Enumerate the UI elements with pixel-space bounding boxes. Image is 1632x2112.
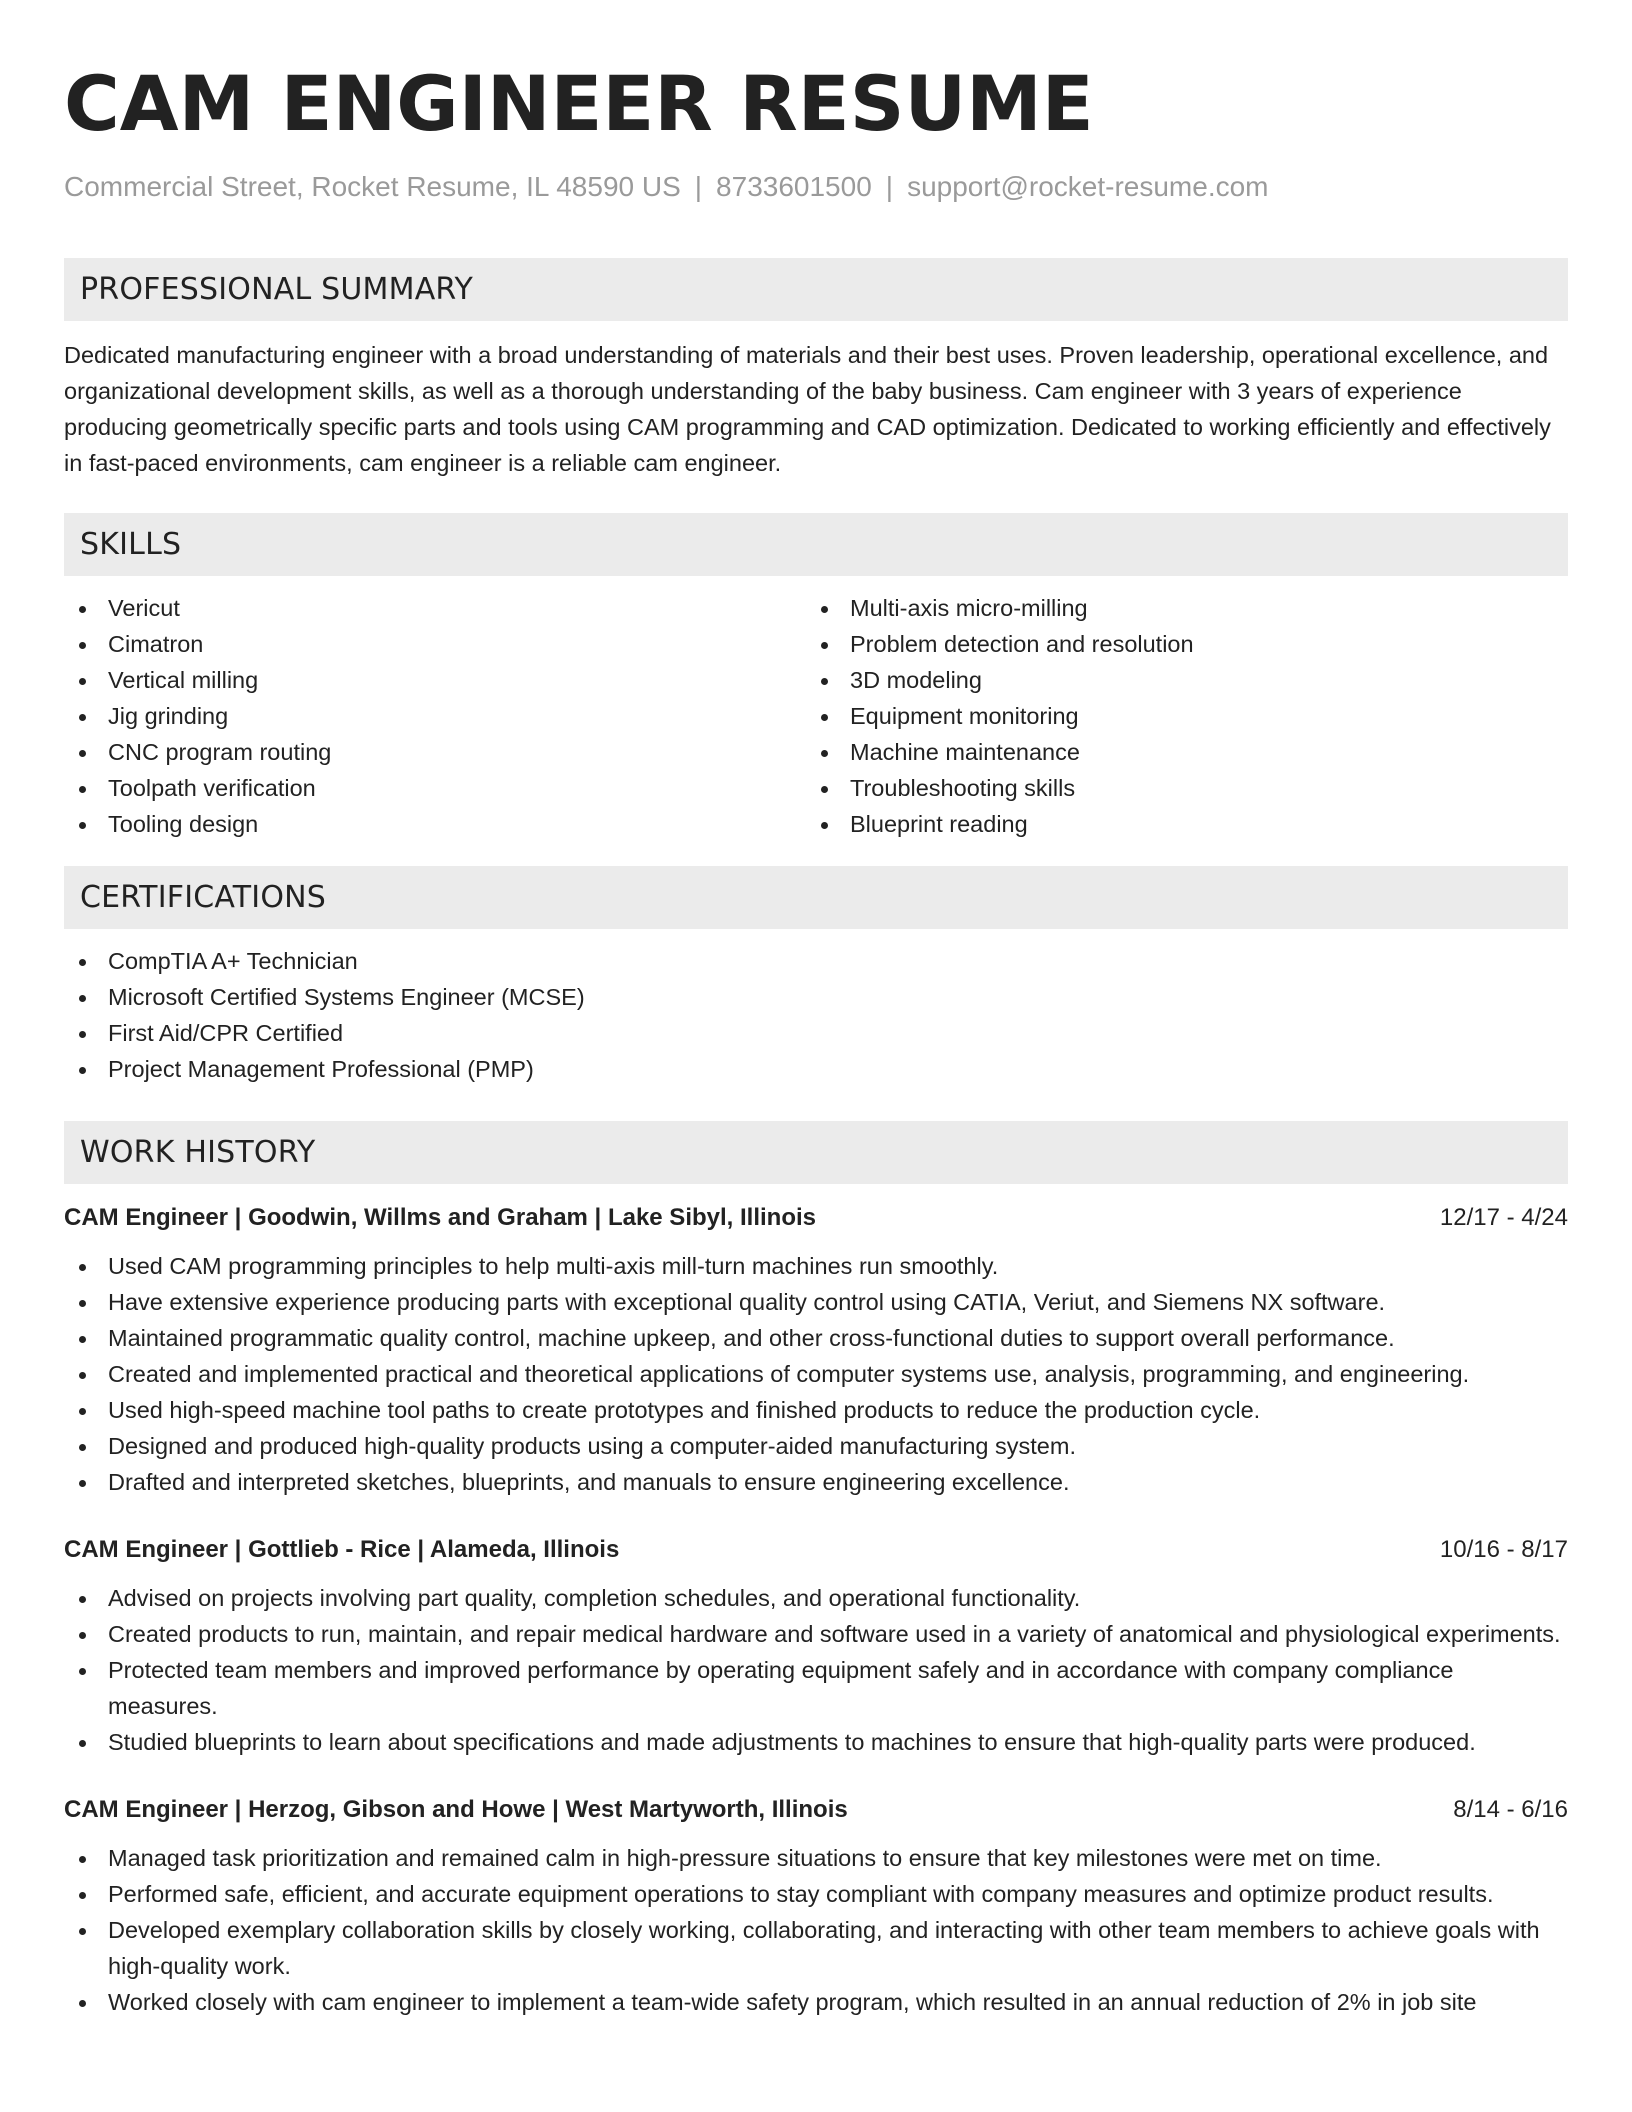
summary-text: Dedicated manufacturing engineer with a broad understanding of materials and their best uses. Proven leadership, operational excellence, and organizational development skills, as well as a thorough understanding of the baby business. Cam engineer with 3 years of experience producing geometrically specific parts and tools using CAM programming and CAD optimization. Dedicated to working efficiently and effectively in fast-paced environments, cam engineer is a reliable cam engineer. [64,342,1551,476]
skills-list-right [806,590,1548,842]
job-bullet: Protected team members and improved performance by operating equipment safely and in accordance with company compliance measures. [64,1652,1568,1724]
job-header [64,1200,1568,1236]
contact-email: support@rocket-resume.com [907,171,1269,202]
job-bullets [64,1248,1568,1500]
job-bullet: Have extensive experience producing parts with exceptional quality control using CATIA, Veriut, and Siemens NX software. [64,1284,1568,1320]
skill-item: Tooling design [64,806,806,842]
job-title: CAM Engineer | Goodwin, Willms and Graham | Lake Sibyl, Illinois [64,1204,817,1231]
skill-item: Vericut [64,590,806,626]
skill-item: Equipment monitoring [806,698,1548,734]
contact-address: Commercial Street, Rocket Resume, IL 48590 US [64,171,681,202]
skill-item: Multi-axis micro-milling [806,590,1548,626]
job-bullet: Worked closely with cam engineer to implement a team-wide safety program, which resulted in an annual reduction of 2% in job site [64,1984,1568,2020]
skills-list-left [64,590,806,842]
contact-separator: | [885,171,894,202]
job-entry [64,1532,1568,1760]
certification-item: CompTIA A+ Technician [64,943,1568,979]
job-dates: 8/14 - 6/16 [1453,1796,1568,1823]
job-entry [64,1792,1568,2020]
skill-item: CNC program routing [64,734,806,770]
section-heading-summary: PROFESSIONAL SUMMARY [64,258,1568,321]
certifications-list [64,943,1568,1087]
job-bullet: Designed and produced high-quality products using a computer-aided manufacturing system. [64,1428,1568,1464]
resume-title: CAM ENGINEER RESUME [64,59,1094,148]
job-bullet: Managed task prioritization and remained calm in high-pressure situations to ensure that key milestones were met on time. [64,1840,1568,1876]
contact-separator: | [694,171,703,202]
job-bullet: Used high-speed machine tool paths to create prototypes and finished products to reduce the production cycle. [64,1392,1568,1428]
section-heading-work-history: WORK HISTORY [64,1121,1568,1184]
skills-grid [64,590,1568,842]
skill-item: Cimatron [64,626,806,662]
job-bullet: Studied blueprints to learn about specifications and made adjustments to machines to ensure that high-quality parts were produced. [64,1724,1568,1760]
certification-item: Microsoft Certified Systems Engineer (MCSE) [64,979,1568,1015]
skill-item: Troubleshooting skills [806,770,1548,806]
job-entry [64,1200,1568,1500]
job-title: CAM Engineer | Gottlieb - Rice | Alameda, Illinois [64,1536,620,1563]
job-bullet: Created and implemented practical and theoretical applications of computer systems use, analysis, programming, and engineering. [64,1356,1568,1392]
job-title: CAM Engineer | Herzog, Gibson and Howe | West Martyworth, Illinois [64,1796,848,1823]
job-bullets [64,1840,1568,2020]
job-bullets [64,1580,1568,1760]
skill-item: Vertical milling [64,662,806,698]
job-dates: 10/16 - 8/17 [1439,1536,1568,1563]
job-bullet: Developed exemplary collaboration skills by closely working, collaborating, and interacting with other team members to achieve goals with high-quality work. [64,1912,1568,1984]
section-heading-certifications: CERTIFICATIONS [64,866,1568,929]
job-header [64,1532,1568,1568]
contact-phone: 8733601500 [716,171,872,202]
job-bullet: Maintained programmatic quality control, machine upkeep, and other cross-functional duties to support overall performance. [64,1320,1568,1356]
skill-item: Problem detection and resolution [806,626,1548,662]
job-header [64,1792,1568,1828]
certification-item: First Aid/CPR Certified [64,1015,1568,1051]
contact-line [64,168,1568,206]
skill-item: Blueprint reading [806,806,1548,842]
skill-item: Jig grinding [64,698,806,734]
certification-item: Project Management Professional (PMP) [64,1051,1568,1087]
job-dates: 12/17 - 4/24 [1439,1204,1568,1231]
job-bullet: Performed safe, efficient, and accurate equipment operations to stay compliant with company measures and optimize product results. [64,1876,1568,1912]
skill-item: Machine maintenance [806,734,1548,770]
job-bullet: Advised on projects involving part quality, completion schedules, and operational functionality. [64,1580,1568,1616]
skill-item: Toolpath verification [64,770,806,806]
job-bullet: Drafted and interpreted sketches, blueprints, and manuals to ensure engineering excellence. [64,1464,1568,1500]
skill-item: 3D modeling [806,662,1548,698]
job-bullet: Used CAM programming principles to help multi-axis mill-turn machines run smoothly. [64,1248,1568,1284]
resume-page [64,0,1568,2020]
section-heading-skills: SKILLS [64,513,1568,576]
job-bullet: Created products to run, maintain, and repair medical hardware and software used in a variety of anatomical and physiological experiments. [64,1616,1568,1652]
